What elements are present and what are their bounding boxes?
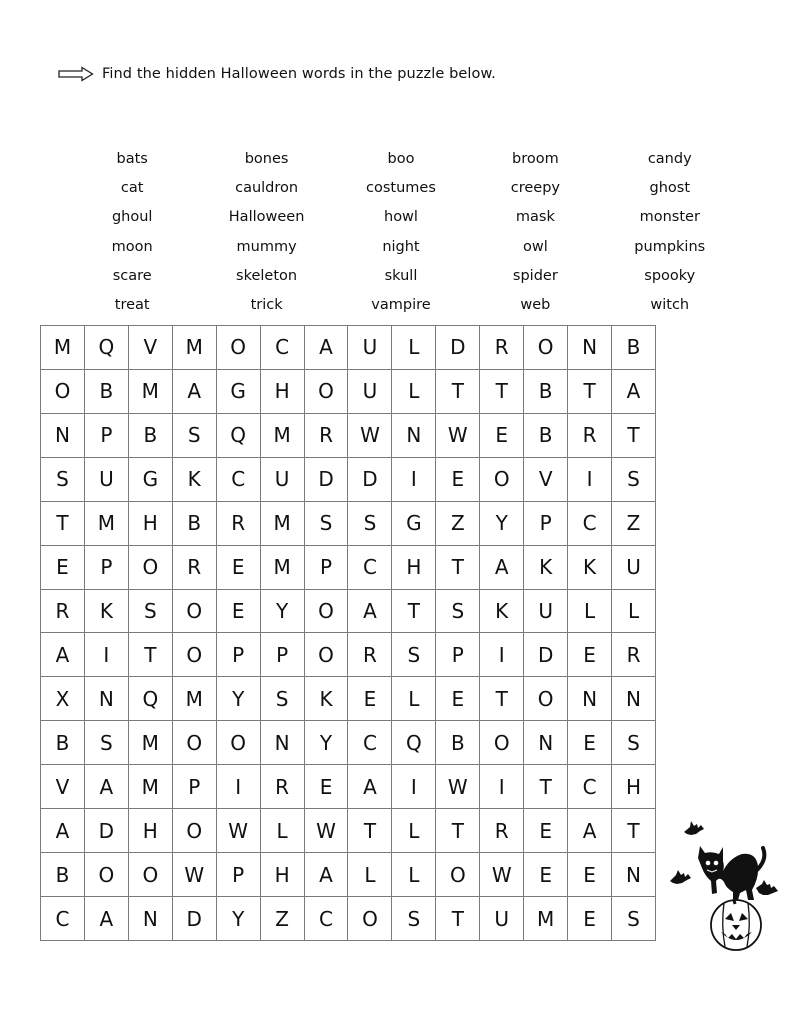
- grid-cell: L: [568, 590, 612, 634]
- grid-cell: S: [129, 590, 173, 634]
- grid-cell: Q: [217, 414, 261, 458]
- grid-cell: E: [41, 546, 85, 590]
- grid-cell: H: [261, 370, 305, 414]
- grid-cell: E: [217, 546, 261, 590]
- grid-cell: W: [305, 809, 349, 853]
- grid-cell: T: [436, 370, 480, 414]
- grid-cell: H: [612, 765, 656, 809]
- grid-cell: A: [480, 546, 524, 590]
- word-bank-item: mask: [515, 209, 555, 226]
- grid-cell: I: [392, 765, 436, 809]
- grid-cell: E: [436, 677, 480, 721]
- grid-cell: Y: [305, 721, 349, 765]
- grid-cell: O: [305, 590, 349, 634]
- grid-cell: R: [41, 590, 85, 634]
- grid-cell: L: [392, 853, 436, 897]
- puzzle-grid: [40, 325, 656, 941]
- grid-cell: S: [612, 897, 656, 941]
- grid-cell: O: [41, 370, 85, 414]
- word-bank-item: howl: [384, 209, 418, 226]
- grid-cell: Z: [436, 502, 480, 546]
- right-arrow-icon: [58, 66, 94, 82]
- grid-cell: P: [85, 414, 129, 458]
- grid-cell: R: [568, 414, 612, 458]
- grid-cell: W: [348, 414, 392, 458]
- grid-cell: O: [348, 897, 392, 941]
- grid-cell: D: [173, 897, 217, 941]
- grid-cell: O: [436, 853, 480, 897]
- grid-cell: C: [568, 765, 612, 809]
- grid-cell: M: [129, 721, 173, 765]
- grid-cell: L: [392, 809, 436, 853]
- word-bank-item: bones: [244, 151, 289, 167]
- grid-cell: D: [348, 458, 392, 502]
- grid-cell: D: [305, 458, 349, 502]
- grid-cell: E: [305, 765, 349, 809]
- grid-cell: N: [392, 414, 436, 458]
- grid-cell: B: [436, 721, 480, 765]
- word-bank-item: candy: [647, 151, 692, 167]
- word-bank-item: broom: [512, 151, 559, 167]
- grid-cell: M: [85, 502, 129, 546]
- grid-cell: Y: [217, 897, 261, 941]
- grid-cell: H: [261, 853, 305, 897]
- grid-cell: S: [85, 721, 129, 765]
- word-bank-item: ghost: [649, 180, 691, 197]
- grid-cell: M: [173, 677, 217, 721]
- grid-cell: T: [480, 677, 524, 721]
- grid-cell: N: [612, 853, 656, 897]
- grid-cell: E: [568, 721, 612, 765]
- grid-cell: T: [436, 546, 480, 590]
- grid-cell: E: [524, 853, 568, 897]
- word-bank-item: web: [520, 296, 551, 313]
- grid-cell: A: [41, 633, 85, 677]
- grid-cell: U: [261, 458, 305, 502]
- instruction: [58, 62, 496, 86]
- grid-cell: B: [612, 326, 656, 370]
- word-bank-item: cauldron: [235, 180, 299, 197]
- grid-cell: B: [85, 370, 129, 414]
- grid-cell: S: [392, 897, 436, 941]
- grid-cell: N: [41, 414, 85, 458]
- grid-cell: T: [392, 590, 436, 634]
- grid-cell: T: [612, 414, 656, 458]
- instruction-text: Find the hidden Halloween words in the puzzle below.: [102, 66, 496, 82]
- grid-cell: B: [41, 721, 85, 765]
- jack-o-lantern-icon: [711, 900, 761, 950]
- grid-cell: O: [173, 590, 217, 634]
- word-bank-item: spider: [512, 267, 558, 284]
- grid-cell: E: [568, 853, 612, 897]
- grid-cell: I: [568, 458, 612, 502]
- grid-cell: B: [129, 414, 173, 458]
- grid-cell: P: [305, 546, 349, 590]
- grid-cell: U: [524, 590, 568, 634]
- word-bank-item: monster: [639, 209, 700, 226]
- grid-cell: M: [173, 326, 217, 370]
- word-bank-item: witch: [650, 296, 690, 313]
- grid-cell: O: [524, 326, 568, 370]
- grid-cell: M: [261, 414, 305, 458]
- grid-cell: S: [612, 721, 656, 765]
- grid-cell: D: [436, 326, 480, 370]
- grid-cell: Q: [392, 721, 436, 765]
- grid-cell: M: [261, 546, 305, 590]
- grid-cell: G: [217, 370, 261, 414]
- grid-cell: G: [129, 458, 173, 502]
- grid-cell: E: [217, 590, 261, 634]
- grid-cell: P: [217, 853, 261, 897]
- grid-cell: D: [524, 633, 568, 677]
- grid-cell: M: [129, 370, 173, 414]
- grid-cell: L: [261, 809, 305, 853]
- grid-cell: U: [85, 458, 129, 502]
- grid-cell: T: [348, 809, 392, 853]
- grid-cell: C: [305, 897, 349, 941]
- grid-cell: L: [348, 853, 392, 897]
- word-bank-item: cat: [120, 180, 144, 197]
- grid-cell: O: [173, 633, 217, 677]
- grid-cell: C: [261, 326, 305, 370]
- grid-cell: N: [129, 897, 173, 941]
- grid-cell: W: [436, 765, 480, 809]
- grid-cell: K: [524, 546, 568, 590]
- grid-cell: I: [85, 633, 129, 677]
- grid-cell: O: [217, 326, 261, 370]
- grid-cell: N: [568, 677, 612, 721]
- grid-cell: E: [524, 809, 568, 853]
- grid-cell: E: [348, 677, 392, 721]
- grid-cell: S: [261, 677, 305, 721]
- word-bank-item: trick: [250, 296, 283, 313]
- word-bank-item: skull: [384, 267, 418, 284]
- word-bank-item: ghoul: [111, 209, 153, 226]
- grid-cell: O: [524, 677, 568, 721]
- word-bank-item: mummy: [236, 238, 297, 255]
- grid-cell: C: [217, 458, 261, 502]
- grid-cell: W: [217, 809, 261, 853]
- grid-cell: B: [173, 502, 217, 546]
- grid-cell: L: [392, 677, 436, 721]
- word-bank-item: moon: [111, 238, 153, 255]
- grid-cell: R: [305, 414, 349, 458]
- grid-cell: O: [480, 721, 524, 765]
- grid-cell: U: [348, 370, 392, 414]
- grid-cell: O: [217, 721, 261, 765]
- grid-cell: K: [480, 590, 524, 634]
- grid-cell: K: [85, 590, 129, 634]
- grid-cell: Y: [217, 677, 261, 721]
- grid-cell: T: [612, 809, 656, 853]
- word-bank: [65, 145, 737, 320]
- grid-cell: U: [612, 546, 656, 590]
- grid-cell: P: [217, 633, 261, 677]
- grid-cell: R: [612, 633, 656, 677]
- grid-cell: Z: [261, 897, 305, 941]
- grid-cell: R: [173, 546, 217, 590]
- grid-cell: U: [480, 897, 524, 941]
- grid-cell: T: [524, 765, 568, 809]
- grid-cell: O: [129, 853, 173, 897]
- grid-cell: N: [261, 721, 305, 765]
- grid-cell: C: [348, 546, 392, 590]
- word-bank-item: bats: [116, 151, 148, 167]
- grid-cell: P: [173, 765, 217, 809]
- grid-cell: R: [480, 326, 524, 370]
- grid-cell: O: [85, 853, 129, 897]
- grid-cell: T: [129, 633, 173, 677]
- grid-cell: P: [85, 546, 129, 590]
- grid-cell: O: [305, 370, 349, 414]
- grid-cell: A: [348, 590, 392, 634]
- grid-cell: T: [480, 370, 524, 414]
- grid-cell: C: [568, 502, 612, 546]
- grid-cell: S: [392, 633, 436, 677]
- grid-cell: S: [348, 502, 392, 546]
- grid-cell: O: [173, 809, 217, 853]
- grid-cell: N: [85, 677, 129, 721]
- black-cat-icon: [698, 846, 764, 900]
- grid-cell: S: [612, 458, 656, 502]
- grid-cell: K: [305, 677, 349, 721]
- grid-cell: P: [261, 633, 305, 677]
- word-bank-item: pumpkins: [634, 238, 706, 255]
- grid-cell: Z: [612, 502, 656, 546]
- grid-cell: M: [41, 326, 85, 370]
- grid-cell: V: [524, 458, 568, 502]
- word-bank-item: Halloween: [228, 209, 305, 226]
- word-bank-item: treat: [114, 296, 150, 313]
- grid-cell: B: [41, 853, 85, 897]
- grid-cell: R: [261, 765, 305, 809]
- grid-cell: S: [173, 414, 217, 458]
- grid-cell: L: [392, 326, 436, 370]
- word-bank-item: spooky: [644, 267, 696, 284]
- grid-cell: N: [612, 677, 656, 721]
- grid-cell: I: [392, 458, 436, 502]
- grid-cell: A: [348, 765, 392, 809]
- grid-cell: N: [524, 721, 568, 765]
- grid-cell: O: [305, 633, 349, 677]
- grid-cell: S: [41, 458, 85, 502]
- grid-cell: L: [392, 370, 436, 414]
- grid-cell: M: [261, 502, 305, 546]
- grid-cell: M: [524, 897, 568, 941]
- grid-cell: A: [305, 853, 349, 897]
- grid-cell: Q: [129, 677, 173, 721]
- grid-cell: S: [305, 502, 349, 546]
- grid-cell: R: [217, 502, 261, 546]
- word-bank-item: vampire: [371, 296, 431, 313]
- grid-cell: E: [568, 897, 612, 941]
- grid-cell: W: [480, 853, 524, 897]
- word-bank-item: creepy: [510, 180, 560, 197]
- grid-cell: P: [524, 502, 568, 546]
- grid-cell: T: [568, 370, 612, 414]
- grid-cell: B: [524, 414, 568, 458]
- bat-icon: [670, 821, 778, 895]
- grid-cell: O: [173, 721, 217, 765]
- grid-cell: K: [568, 546, 612, 590]
- grid-cell: R: [348, 633, 392, 677]
- grid-cell: K: [173, 458, 217, 502]
- grid-cell: A: [41, 809, 85, 853]
- grid-cell: H: [129, 502, 173, 546]
- grid-cell: T: [436, 897, 480, 941]
- grid-cell: I: [480, 765, 524, 809]
- grid-cell: W: [436, 414, 480, 458]
- grid-cell: T: [436, 809, 480, 853]
- grid-cell: A: [305, 326, 349, 370]
- grid-cell: U: [348, 326, 392, 370]
- grid-cell: D: [85, 809, 129, 853]
- grid-cell: H: [129, 809, 173, 853]
- grid-cell: C: [41, 897, 85, 941]
- grid-cell: E: [436, 458, 480, 502]
- grid-cell: W: [173, 853, 217, 897]
- grid-cell: A: [173, 370, 217, 414]
- grid-cell: A: [85, 765, 129, 809]
- grid-cell: B: [524, 370, 568, 414]
- grid-cell: T: [41, 502, 85, 546]
- grid-cell: I: [217, 765, 261, 809]
- grid-cell: E: [480, 414, 524, 458]
- grid-cell: Y: [480, 502, 524, 546]
- word-bank-item: boo: [387, 151, 415, 167]
- grid-cell: I: [480, 633, 524, 677]
- grid-cell: O: [129, 546, 173, 590]
- grid-cell: L: [612, 590, 656, 634]
- grid-cell: G: [392, 502, 436, 546]
- grid-cell: O: [480, 458, 524, 502]
- word-bank-item: costumes: [366, 180, 436, 197]
- grid-cell: R: [480, 809, 524, 853]
- grid-cell: S: [436, 590, 480, 634]
- grid-cell: P: [436, 633, 480, 677]
- halloween-illustration: [664, 818, 782, 954]
- grid-cell: A: [568, 809, 612, 853]
- grid-cell: E: [568, 633, 612, 677]
- grid-cell: M: [129, 765, 173, 809]
- word-bank-item: skeleton: [236, 267, 298, 284]
- grid-cell: N: [568, 326, 612, 370]
- word-bank-item: night: [382, 238, 420, 255]
- grid-cell: Y: [261, 590, 305, 634]
- grid-cell: X: [41, 677, 85, 721]
- grid-cell: V: [129, 326, 173, 370]
- grid-cell: A: [85, 897, 129, 941]
- word-bank-item: owl: [522, 238, 548, 255]
- grid-cell: V: [41, 765, 85, 809]
- grid-cell: Q: [85, 326, 129, 370]
- grid-cell: C: [348, 721, 392, 765]
- word-bank-item: scare: [112, 267, 152, 284]
- grid-cell: A: [612, 370, 656, 414]
- grid-cell: H: [392, 546, 436, 590]
